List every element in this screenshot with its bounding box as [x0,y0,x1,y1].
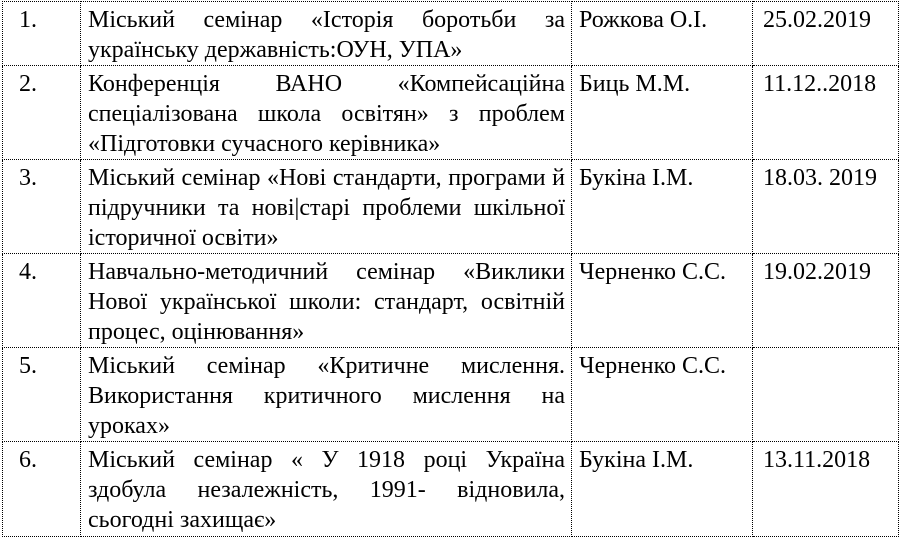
event-title: Міський семінар «Нові стандарти, програми й підручники та нові|старі проблеми шкільної історичної освіти» [81,160,572,254]
event-date: 25.02.2019 [753,2,899,66]
table-row [3,442,899,537]
responsible-person: Черненко С.С. [572,254,753,348]
row-number: 3. [3,160,81,254]
event-title: Навчально-методичний семінар «Виклики Нової української школи: стандарт, освітній процес, оцінювання» [81,254,572,348]
table-row [3,348,899,442]
event-date [753,348,899,442]
row-number: 4. [3,254,81,348]
event-title: Міський семінар «Критичне мислення. Використання критичного мислення на уроках» [81,348,572,442]
row-number: 2. [3,66,81,160]
row-number: 5. [3,348,81,442]
responsible-person: Букіна І.М. [572,160,753,254]
event-title: Міський семінар «Історія боротьби за українську державність:ОУН, УПА» [81,2,572,66]
events-table [2,1,899,537]
event-date: 13.11.2018 [753,442,899,537]
event-date: 18.03. 2019 [753,160,899,254]
responsible-person: Рожкова О.І. [572,2,753,66]
responsible-person: Биць М.М. [572,66,753,160]
row-number: 6. [3,442,81,537]
table-row [3,2,899,66]
table-row [3,160,899,254]
event-title: Конференція ВАНО «Компейсаційна спеціалізована школа освітян» з проблем «Підготовки сучасного керівника» [81,66,572,160]
table-row [3,254,899,348]
responsible-person: Черненко С.С. [572,348,753,442]
event-date: 11.12..2018 [753,66,899,160]
event-title: Міський семінар « У 1918 році Україна здобула незалежність, 1991- відновила, сьогодні захищає» [81,442,572,537]
table-row [3,66,899,160]
row-number: 1. [3,2,81,66]
event-date: 19.02.2019 [753,254,899,348]
responsible-person: Букіна І.М. [572,442,753,537]
